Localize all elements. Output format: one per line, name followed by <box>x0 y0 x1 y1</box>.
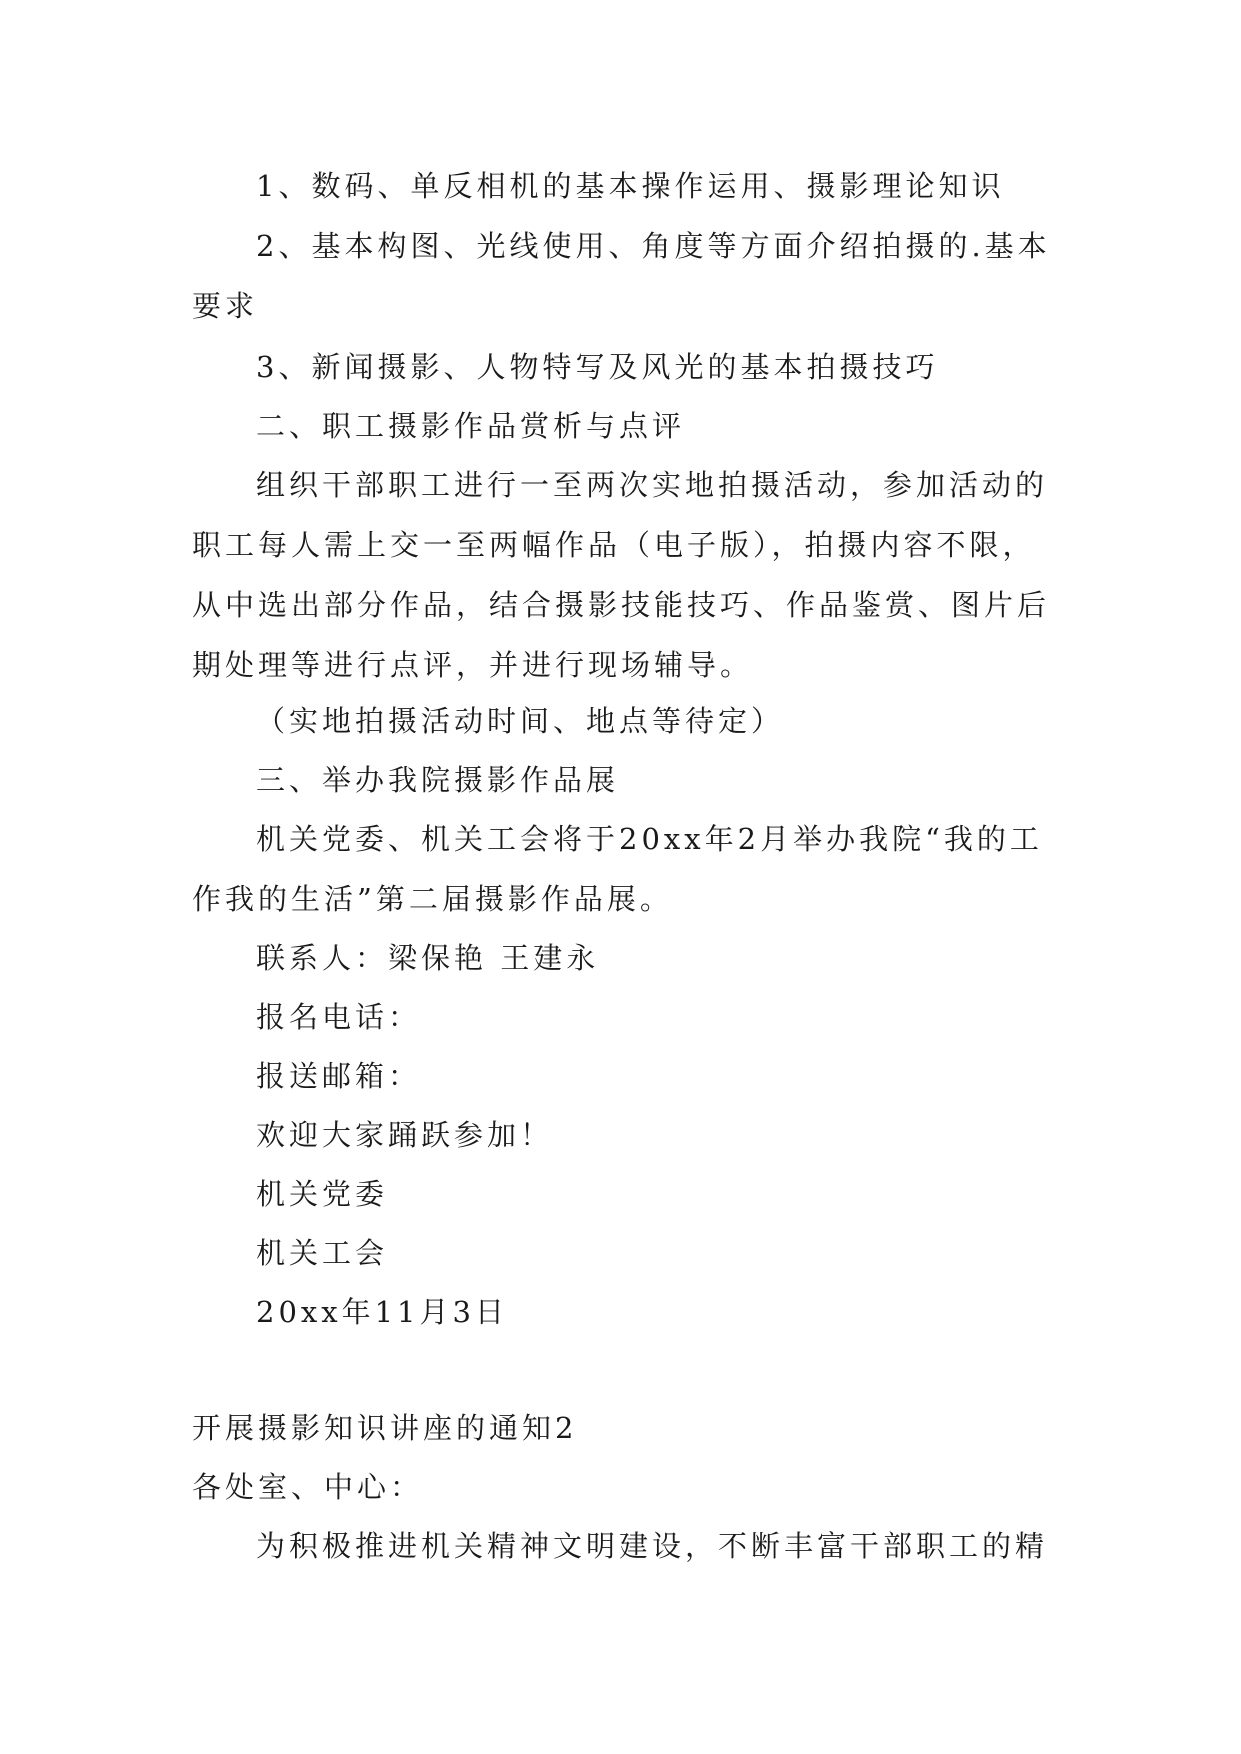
section-heading-exhibition: 三、举办我院摄影作品展 <box>256 763 620 797</box>
list-item-composition-requirements: 2、基本构图、光线使用、角度等方面介绍拍摄的.基本要求 <box>192 229 1051 323</box>
contact-line: 联系人：梁保艳 王建永 <box>256 941 600 975</box>
section-heading-appreciation: 二、职工摄影作品赏析与点评 <box>256 409 686 443</box>
document-date: 20xx年11月3日 <box>256 1295 508 1329</box>
body-paragraph-exhibition: 机关党委、机关工会将于20xx年2月举办我院“我的工作我的生活”第二届摄影作品展。 <box>192 822 1043 916</box>
body-note-time-place: （实地拍摄活动时间、地点等待定） <box>256 704 785 738</box>
phone-line: 报名电话： <box>256 1000 422 1034</box>
next-opening-line: 为积极推进机关精神文明建设，不断丰富干部职工的精 <box>256 1529 1049 1563</box>
email-line: 报送邮箱： <box>256 1059 422 1093</box>
list-item-shooting-techniques: 3、新闻摄影、人物特写及风光的基本拍摄技巧 <box>256 350 939 384</box>
welcome-line: 欢迎大家踊跃参加！ <box>256 1118 554 1152</box>
salutation: 各处室、中心： <box>192 1470 424 1504</box>
body-paragraph-field-activity: 组织干部职工进行一至两次实地拍摄活动，参加活动的职工每人需上交一至两幅作品（电子版），拍摄内容不限，从中选出部分作品，结合摄影技能技巧、作品鉴赏、图片后期处理等进行点评，并进行现场辅导。 <box>192 468 1051 682</box>
list-item-basic-operations: 1、数码、单反相机的基本操作运用、摄影理论知识 <box>256 169 1005 203</box>
next-notice-title: 开展摄影知识讲座的通知2 <box>192 1411 578 1445</box>
signature-labor-union: 机关工会 <box>256 1236 389 1270</box>
signature-party-committee: 机关党委 <box>256 1177 389 1211</box>
